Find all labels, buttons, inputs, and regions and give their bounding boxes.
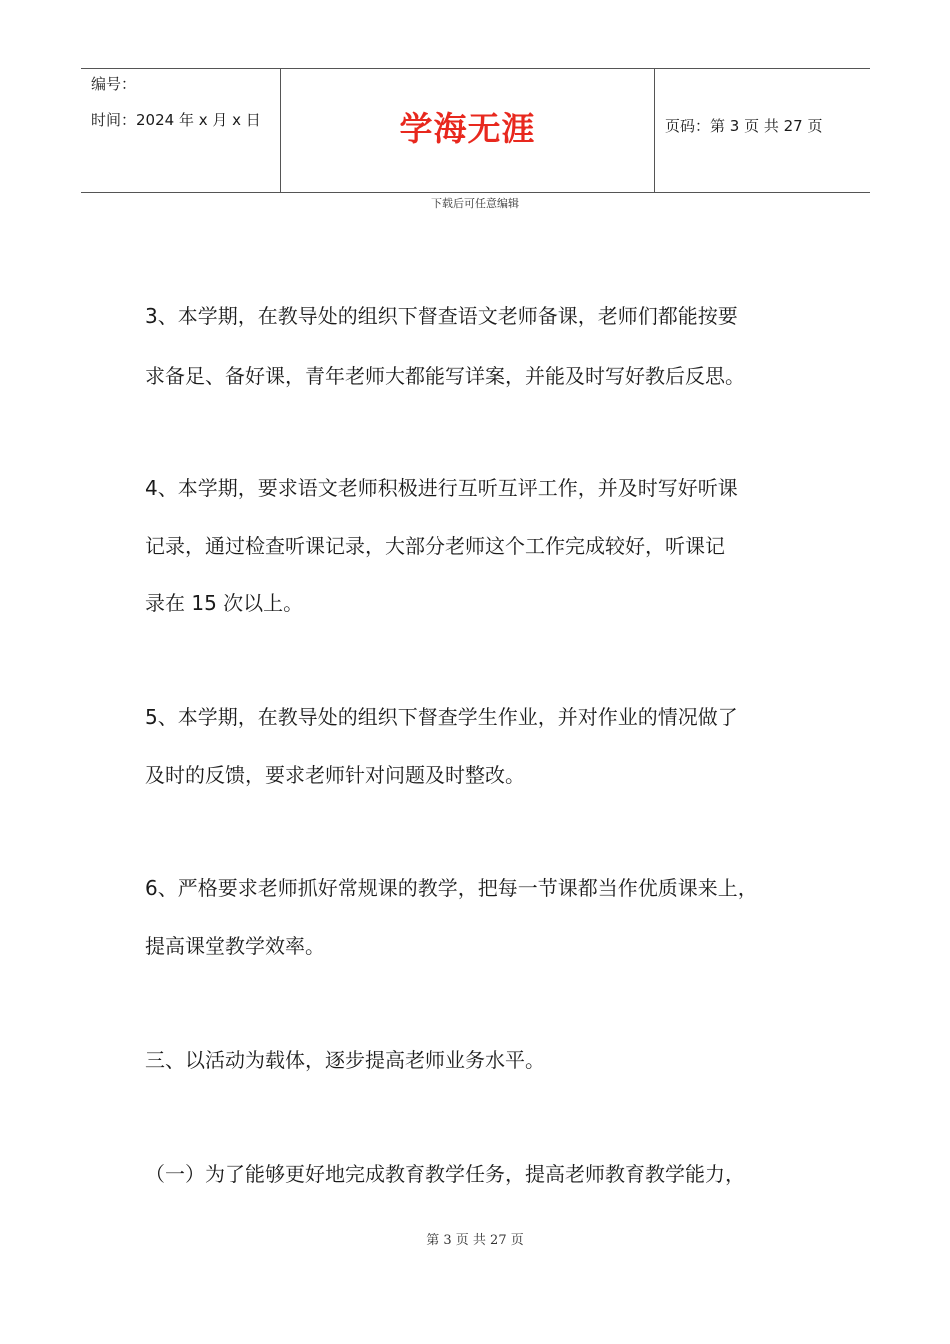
paragraph-line: （一）为了能够更好地完成教育教学任务，提高老师教育教学能力， [145,1162,745,1186]
paragraph-line: 求备足、备好课，青年老师大都能写详案，并能及时写好教后反思。 [145,364,745,388]
serial-label: 编号： [91,75,137,93]
paragraph-line: 3、本学期，在教导处的组织下督查语文老师备课，老师们都能按要 [145,304,738,328]
time-label: 时间：2024 年 x 月 x 日 [91,111,261,129]
section-heading: 三、以活动为载体，逐步提高老师业务水平。 [145,1048,545,1072]
paragraph-line: 记录，通过检查听课记录，大部分老师这个工作完成较好，听课记 [145,534,725,558]
page-code: 页码：第 3 页 共 27 页 [665,117,823,135]
header-brand-cell [281,69,655,192]
paragraph-line: 6、严格要求老师抓好常规课的教学，把每一节课都当作优质课来上， [145,876,758,900]
paragraph-line: 及时的反馈，要求老师针对问题及时整改。 [145,763,525,787]
page-footer: 第 3 页 共 27 页 [426,1233,524,1248]
editable-note: 下载后可任意编辑 [431,197,519,210]
brand-title: 学海无涯 [399,109,536,148]
header-info-cell [81,69,281,192]
document-header [81,68,870,193]
paragraph-line: 4、本学期，要求语文老师积极进行互听互评工作，并及时写好听课 [145,476,738,500]
paragraph-line: 5、本学期，在教导处的组织下督查学生作业，并对作业的情况做了 [145,705,738,729]
paragraph-line: 录在 15 次以上。 [145,591,304,615]
header-page-cell [655,69,870,192]
paragraph-line: 提高课堂教学效率。 [145,934,325,958]
